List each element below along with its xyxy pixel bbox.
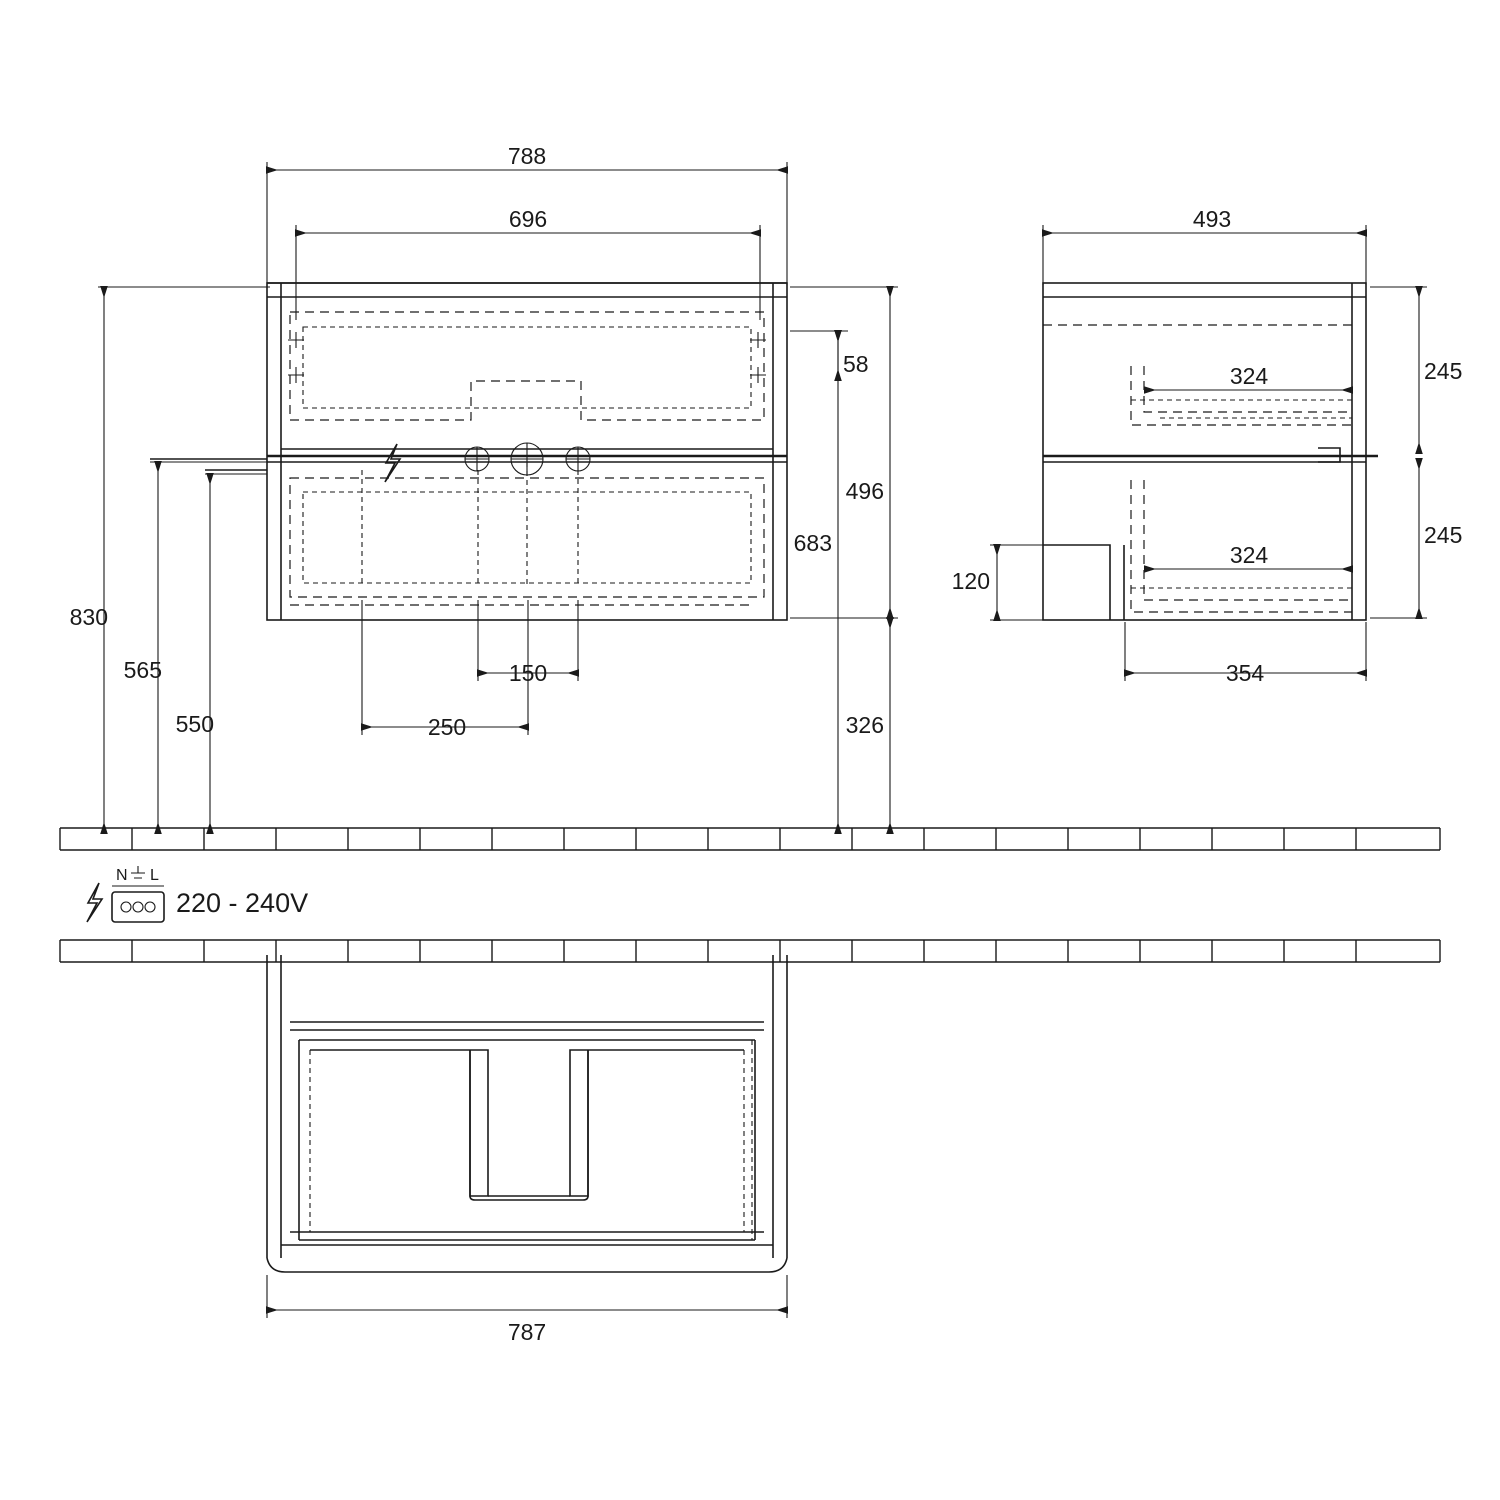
dim-label-324-upper: 324 — [1229, 363, 1269, 389]
dim-label-250: 250 — [427, 714, 467, 740]
dim-label-324-lower: 324 — [1229, 542, 1269, 568]
dim-58 — [790, 331, 869, 380]
wall-hatch-upper — [60, 828, 1440, 850]
dim-label-696: 696 — [508, 206, 548, 232]
dim-label-245-upper: 245 — [1424, 358, 1463, 384]
dim-label-788: 788 — [507, 143, 547, 169]
dim-245-upper — [1370, 287, 1462, 453]
side-elevation-view — [952, 206, 1463, 686]
dim-label-58: 58 — [843, 351, 869, 377]
dim-493 — [1043, 206, 1366, 285]
front-elevation-view — [70, 143, 898, 833]
dim-324-upper — [1145, 363, 1352, 390]
dim-324-lower — [1145, 542, 1352, 569]
dim-250 — [362, 600, 528, 740]
dim-696 — [296, 206, 760, 320]
dim-label-326: 326 — [845, 712, 884, 738]
dim-label-683: 683 — [793, 530, 832, 556]
dim-245-lower — [1370, 459, 1462, 618]
dim-label-830: 830 — [69, 604, 108, 630]
dim-label-565: 565 — [123, 657, 162, 683]
dim-550 — [176, 474, 267, 833]
dim-565 — [124, 462, 267, 833]
plug-label-live: L — [150, 867, 159, 884]
dim-label-354: 354 — [1225, 660, 1265, 686]
top-view — [267, 955, 787, 1345]
dim-label-550: 550 — [175, 711, 214, 737]
dim-787 — [267, 1275, 787, 1345]
dim-683 — [794, 331, 838, 833]
voltage-label: 220 - 240V — [176, 888, 309, 918]
dim-830 — [70, 287, 270, 833]
dim-496 — [790, 287, 898, 618]
dim-120 — [952, 545, 1045, 620]
dim-label-150: 150 — [508, 660, 548, 686]
dim-label-245-lower: 245 — [1424, 522, 1463, 548]
dim-label-120: 120 — [951, 568, 990, 594]
dim-label-496: 496 — [845, 478, 884, 504]
dim-label-493: 493 — [1192, 206, 1232, 232]
power-supply-symbol — [87, 866, 308, 922]
dim-354 — [1125, 622, 1366, 686]
dim-label-787: 787 — [507, 1319, 547, 1345]
dim-326 — [846, 618, 890, 833]
plug-label-neutral: N — [116, 867, 128, 884]
